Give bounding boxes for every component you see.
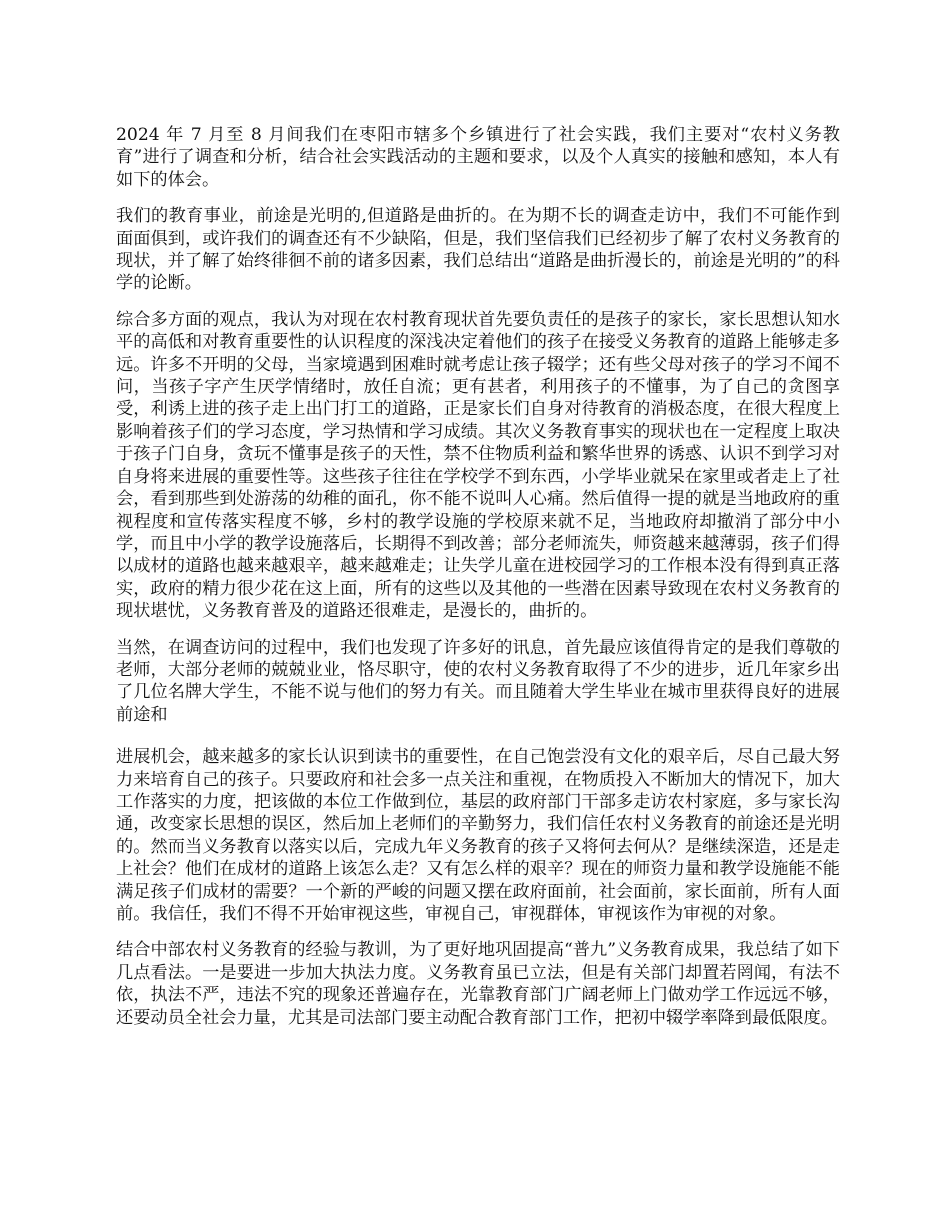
- document-page: [116, 124, 840, 1043]
- paragraph-outlook: 我们的教育事业，前途是光明的,但道路是曲折的。在为期不长的调查走访中，我们不可能作到面面俱到，或许我们的调查还有不少缺陷，但是，我们坚信我们已经初步了解了农村义务教育的现状，并了解了始终徘徊不前的诸多因素，我们总结出“道路是曲折漫长的，前途是光明的”的科学的论断。: [116, 206, 840, 294]
- paragraph-recommendations: 结合中部农村义务教育的经验与教训，为了更好地巩固提高“普九”义务教育成果，我总结了如下几点看法。一是要进一步加大执法力度。义务教育虽已立法，但是有关部门却置若罔闻，有法不依，执法不严，违法不究的现象还普遍存在，光靠教育部门广阔老师上门做劝学工作远远不够，还要动员全社会力量，尤其是司法部门要主动配合教育部门工作，把初中辍学率降到最低限度。: [116, 940, 840, 1028]
- paragraph-intro: 2024 年 7 月至 8 月间我们在枣阳市辖多个乡镇进行了社会实践，我们主要对“农村义务教育”进行了调查和分析，结合社会实践活动的主题和要求，以及个人真实的接触和感知，本人有如下的体会。: [116, 125, 840, 190]
- paragraph-opportunities: 进展机会，越来越多的家长认识到读书的重要性，在自己饱尝没有文化的艰辛后，尽自己最大努力来培育自己的孩子。只要政府和社会多一点关注和重视，在物质投入不断加大的情况下，加大工作落实的力度，把该做的本位工作做到位，基层的政府部门干部多走访农村家庭，多与家长沟通，改变家长思想的误区，然后加上老师们的辛勤努力，我们信任农村义务教育的前途还是光明的。然而当义务教育以落实以后，完成九年义务教育的孩子又将何去何从？是继续深造，还是走上社会？他们在成材的道路上该怎么走？又有怎么样的艰辛？现在的师资力量和教学设施能不能满足孩子们成材的需要？一个新的严峻的问题又摆在政府面前，社会面前，家长面前，所有人面前。我信任，我们不得不开始审视这些，审视自己，审视群体，审视该作为审视的对象。: [116, 747, 840, 924]
- paragraph-positive-findings: 当然，在调查访问的过程中，我们也发现了许多好的讯息，首先最应该值得肯定的是我们尊敬的老师，大部分老师的兢兢业业，恪尽职守，使的农村义务教育取得了不少的进步，近几年家乡出了几位名牌大学生，不能不说与他们的努力有关。而且随着大学生毕业在城市里获得良好的进展前途和: [116, 637, 840, 725]
- paragraph-causes: 综合多方面的观点，我认为对现在农村教育现状首先要负责任的是孩子的家长，家长思想认知水平的高低和对教育重要性的认识程度的深浅决定着他们的孩子在接受义务教育的道路上能够走多远。许多不开明的父母，当家境遇到困难时就考虑让孩子辍学；还有些父母对孩子的学习不闻不问，当孩子字产生厌学情绪时，放任自流；更有甚者，利用孩子的不懂事，为了自己的贪图享受，利诱上进的孩子走上出门打工的道路，正是家长们自身对待教育的消极态度，在很大程度上影响着孩子们的学习态度，学习热情和学习成绩。其次义务教育事实的现状也在一定程度上取决于孩子门自身，贪玩不懂事是孩子的天性，禁不住物质利益和繁华世界的诱惑、认识不到学习对自身将来进展的重要性等。这些孩子往往在学校学不到东西，小学毕业就呆在家里或者走上了社会，看到那些到处游荡的幼稚的面孔，你不能不说叫人心痛。然后值得一提的就是当地政府的重视程度和宣传落实程度不够，乡村的教学设施的学校原来就不足，当地政府却撤消了部分中小学，而且中小学的教学设施落后，长期得不到改善；部分老师流失，师资越来越薄弱，孩子们得以成材的道路也越来越艰辛，越来越难走；让失学儿童在进校园学习的工作根本没有得到真正落实，政府的精力很少花在这上面，所有的这些以及其他的一些潜在因素导致现在农村义务教育的现状堪忧，义务教育普及的道路还很难走，是漫长的，曲折的。: [116, 309, 840, 622]
